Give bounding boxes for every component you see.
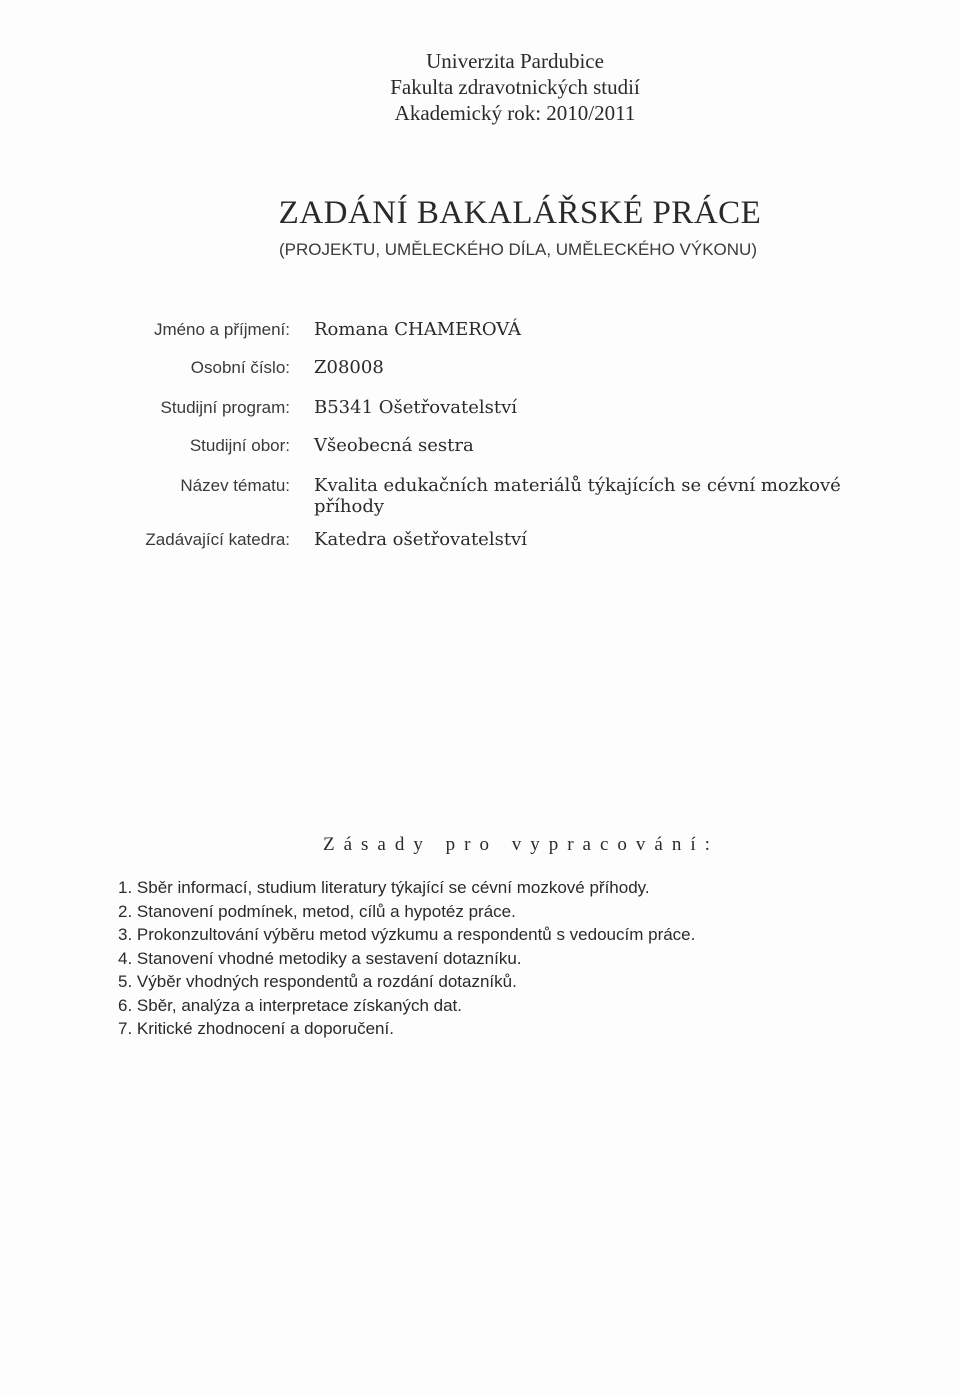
university-name: Univerzita Pardubice xyxy=(426,49,604,73)
list-item: 5. Výběr vhodných respondentů a rozdání dotazníků. xyxy=(118,972,517,991)
info-row-name xyxy=(0,320,960,360)
info-label: Osobní číslo: xyxy=(190,358,290,377)
info-row-personal-number xyxy=(0,358,960,398)
info-row-study-program xyxy=(0,398,960,438)
faculty-name: Fakulta zdravotnických studií xyxy=(390,75,640,99)
info-value: Katedra ošetřovatelství xyxy=(314,529,527,550)
academic-year: Akademický rok: 2010/2011 xyxy=(394,101,636,125)
info-value: Z08008 xyxy=(314,357,384,378)
info-row-topic xyxy=(0,476,960,526)
info-label: Jméno a příjmení: xyxy=(153,320,290,339)
principles-list xyxy=(118,876,695,1041)
list-item: 7. Kritické zhodnocení a doporučení. xyxy=(118,1019,394,1038)
document-header xyxy=(0,48,960,126)
document-subtitle: (PROJEKTU, UMĚLECKÉHO DÍLA, UMĚLECKÉHO VÝKONU) xyxy=(279,240,757,259)
info-row-study-field xyxy=(0,436,960,476)
list-item: 2. Stanovení podmínek, metod, cílů a hypotéz práce. xyxy=(118,901,516,921)
document-title: ZADÁNÍ BAKALÁŘSKÉ PRÁCE xyxy=(278,195,762,231)
list-item: 4. Stanovení vhodné metodiky a sestavení dotazníku. xyxy=(118,948,522,968)
info-value: Romana CHAMEROVÁ xyxy=(314,319,522,340)
info-label: Studijní obor: xyxy=(189,436,290,455)
info-value: B5341 Ošetřovatelství xyxy=(314,397,518,418)
info-value: Kvalita edukačních materiálů týkajících se cévní mozkové příhody xyxy=(314,475,841,517)
info-label: Název tématu: xyxy=(180,476,290,495)
info-label: Studijní program: xyxy=(160,398,290,417)
list-item: 6. Sběr, analýza a interpretace získaných dat. xyxy=(118,995,462,1015)
list-item: 1. Sběr informací, studium literatury týkající se cévní mozkové příhody. xyxy=(118,878,650,897)
principles-heading: Zásady pro vypracování: xyxy=(323,834,719,855)
info-value: Všeobecná sestra xyxy=(314,435,474,456)
list-item: 3. Prokonzultování výběru metod výzkumu a respondentů s vedoucím práce. xyxy=(118,925,696,944)
info-row-department xyxy=(0,530,960,570)
info-label: Zadávající katedra: xyxy=(145,530,290,549)
